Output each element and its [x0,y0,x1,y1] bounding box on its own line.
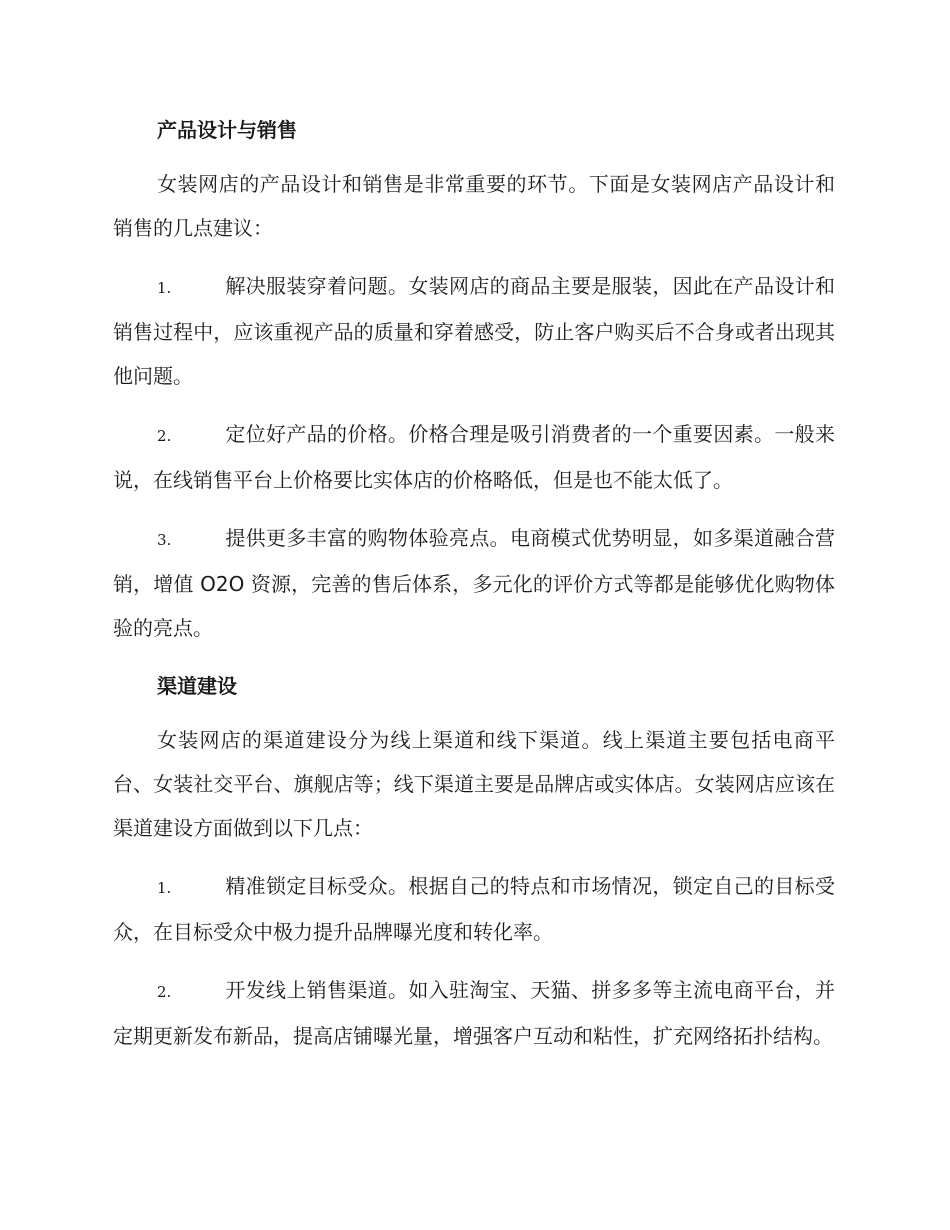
section-heading: 产品设计与销售 [157,118,297,142]
list-item-number: 2. [157,983,172,1001]
document-page [113,108,835,1072]
list-item-number: 2. [157,427,172,445]
section-product-design [113,108,835,650]
list-item-number: 1. [157,879,172,897]
list-item-text: 定位好产品的价格。价格合理是吸引消费者的一个重要因素。一般来说，在线销售平台上价格要比实体店的价格略低，但是也不能太低了。 [113,422,835,492]
list-item [113,412,835,502]
section-channel-building [113,664,835,1058]
list-item-number: 1. [157,279,172,297]
list-item [113,516,835,650]
list-item-number: 3. [157,531,172,549]
list-item-text: 精准锁定目标受众。根据自己的特点和市场情况，锁定自己的目标受众，在目标受众中极力提升品牌曝光度和转化率。 [113,874,835,944]
list-item-text: 开发线上销售渠道。如入驻淘宝、天猫、拼多多等主流电商平台，并定期更新发布新品，提高店铺曝光量，增强客户互动和粘性，扩充网络拓扑结构。 [113,978,835,1048]
section-intro: 女装网店的产品设计和销售是非常重要的环节。下面是女装网店产品设计和销售的几点建议： [113,172,835,240]
list-item [113,968,835,1058]
section-intro: 女装网店的渠道建设分为线上渠道和线下渠道。线上渠道主要包括电商平台、女装社交平台、旗舰店等；线下渠道主要是品牌店或实体店。女装网店应该在渠道建设方面做到以下几点： [113,728,835,840]
list-item-text: 解决服装穿着问题。女装网店的商品主要是服装，因此在产品设计和销售过程中，应该重视产品的质量和穿着感受，防止客户购买后不合身或者出现其他问题。 [113,274,835,388]
list-item-text: 提供更多丰富的购物体验亮点。电商模式优势明显，如多渠道融合营销，增值 O2O 资源，完善的售后体系，多元化的评价方式等都是能够优化购物体验的亮点。 [113,526,835,640]
list-item [113,864,835,954]
section-heading: 渠道建设 [157,674,237,698]
list-item [113,264,835,398]
